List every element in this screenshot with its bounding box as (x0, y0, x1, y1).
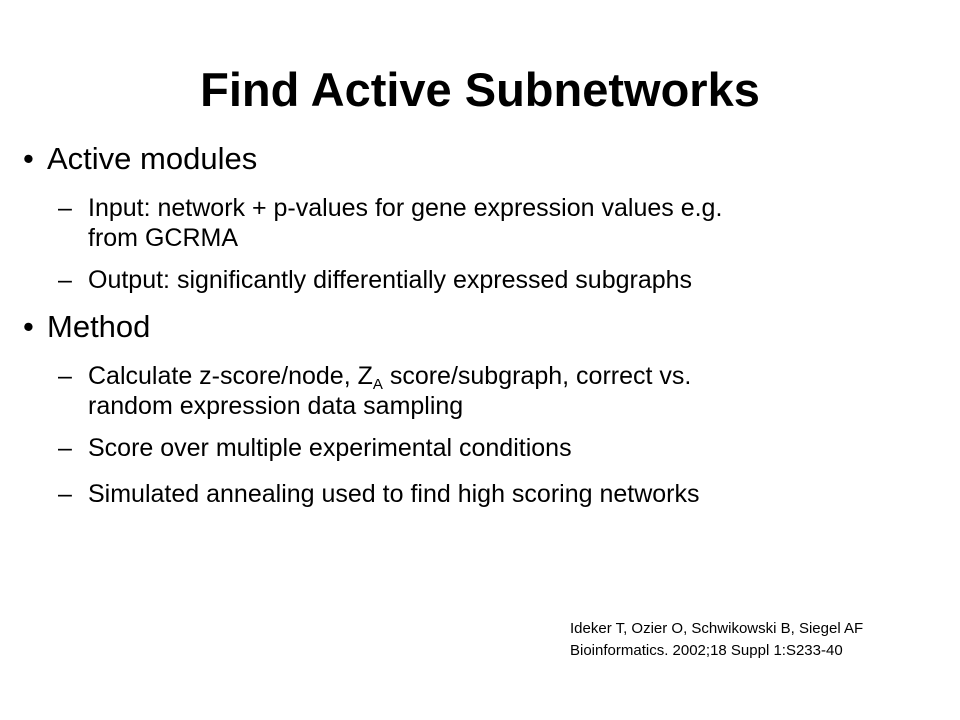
subitem-line: random expression data sampling (88, 392, 464, 420)
bullet-marker: • (23, 141, 34, 176)
subitem-line: from GCRMA (88, 224, 238, 252)
subitem-text (88, 361, 918, 421)
subitem-text (88, 265, 918, 295)
subitem-line: Output: significantly differentially expressed subgraphs (88, 266, 693, 294)
dash-marker: – (58, 362, 72, 390)
subitem-text (88, 433, 918, 463)
dash-marker: – (58, 480, 72, 508)
calc-text-after: score/subgraph, correct vs. (382, 362, 692, 390)
subitem-text (88, 193, 918, 253)
dash-marker: – (58, 266, 72, 294)
subscript-a: A (372, 376, 383, 393)
citation-journal: Bioinformatics. 2002;18 Suppl 1:S233-40 (570, 642, 843, 659)
citation-authors: Ideker T, Ozier O, Schwikowski B, Siegel AF (570, 620, 864, 637)
subitem-line: Score over multiple experimental conditions (88, 434, 572, 462)
dash-marker: – (58, 194, 72, 222)
slide-title: Find Active Subnetworks (200, 63, 760, 116)
citation (570, 618, 863, 662)
dash-marker: – (58, 434, 72, 462)
subitem-text (88, 479, 918, 509)
bullet-label: Active modules (47, 141, 258, 176)
subitem-line: Input: network + p-values for gene expression values e.g. (88, 194, 723, 222)
subitem-line (88, 361, 918, 391)
bullet-marker: • (23, 309, 34, 344)
subitem-line: Simulated annealing used to find high scoring networks (88, 480, 700, 508)
calc-text-before: Calculate z-score/node, Z (88, 362, 373, 390)
bullet-label: Method (47, 309, 151, 344)
